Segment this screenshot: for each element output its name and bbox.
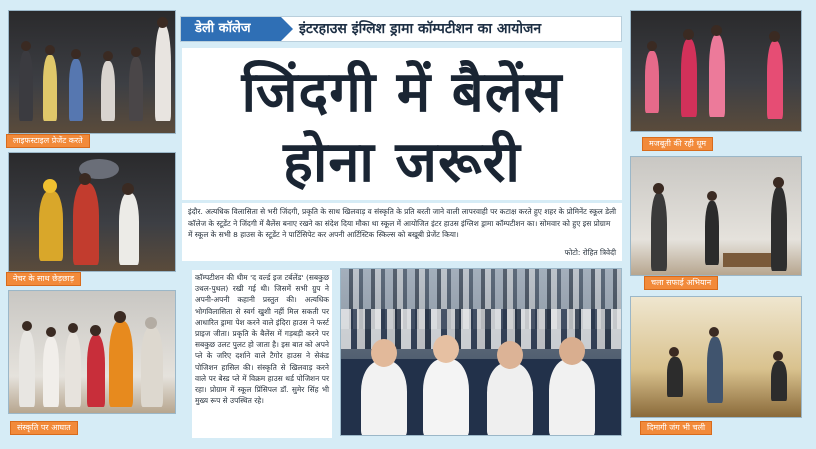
caption-culture: संस्कृति पर आघात [10, 421, 78, 435]
body-column: कॉम्पटीशन की थीम 'द वर्ल्ड इज टर्बलेंड' (सबकुछ उथल-पुथल) रखी गई थी। जिसमें सभी ग्रुप ने अपनी-अपनी कहानी प्रस्तुत की। अत्यधिक भोगविलासिता से स्वर्ग खुशी नहीं मिल सकती पर आधारित ड्रामा पेश करने वाले इंदिरा हाउस ने फर्स्ट प्राइज जीता। प्रकृति के बैलेंस में गड़बड़ी करने पर सबकुछ उलट पुलट हो जाता है। इस बात को अपने प्ले के जरिए दर्शाने वाले टैगोर हाउस ने सेकंड पोजिशन हासिल की। संस्कृति से खिलवाड़ करने वाले पर बेस्ड प्ले में विक्रम हाउस थर्ड पोजिशन पर रहा। प्रोग्राम में स्कूल प्रिंसिपल डॉ. सुमेर सिंह भी मुख्य रूप से उपस्थित रहे। [192, 270, 332, 438]
section-header [180, 16, 622, 42]
caption-lifestyle: लाइफस्टाइल प्रेजेंट करते [6, 134, 90, 148]
headline [182, 48, 622, 200]
dance-photo [630, 10, 802, 132]
headline-line-1: जिंदगी में बैलेंस [241, 60, 563, 125]
caption-nature: नेचर के साथ छेड़छाड़ [6, 272, 81, 286]
caption-dance: मजबूती की रही धूम [642, 137, 713, 151]
caption-cleanliness: चला सफाई अभियान [644, 276, 718, 290]
headline-line-2: होना जरूरी [283, 130, 521, 195]
audience-photo [340, 268, 622, 436]
cleanliness-photo [630, 156, 802, 276]
stage-lifestyle-photo [8, 10, 176, 134]
photo-credit: फोटो: रोहित त्रिवेदी [561, 247, 616, 259]
debate-photo [630, 296, 802, 418]
intro-paragraph [182, 203, 622, 261]
header-title: इंटरहाउस इंग्लिश ड्रामा कॉम्पटीशन का आयोजन [299, 21, 542, 37]
stage-nature-photo [8, 152, 176, 272]
intro-text: इंदौर. अत्यधिक विलासिता से भरी जिंदगी, प्रकृति के साथ खिलवाड़ व संस्कृति के प्रति बरती जाने वाली लापरवाही पर कटाक्ष करते हुए शहर के प्रोमिनेंट स्कूल डेली कॉलेज के स्टूडेंट ने जिंदगी में बैलेंस बनाए रखने का संदेश दिया मौका था स्कूल में आयोजित इंटर हाउस इंग्लिश ड्रामा कॉम्पटीशन का। सोमवार को हुए इस प्रोग्राम में स्कूल के सभी 8 हाउस के स्टूडेंट ने पार्टिसिपेट कर अपनी आर्टिस्टिक स्किल्स को बखूबी प्रेजेंट किया। [188, 207, 617, 239]
kicker-label: डेली कॉलेज [181, 17, 281, 41]
stage-culture-photo [8, 290, 176, 414]
caption-debate: दिमागी जंग भी चली [640, 421, 712, 435]
